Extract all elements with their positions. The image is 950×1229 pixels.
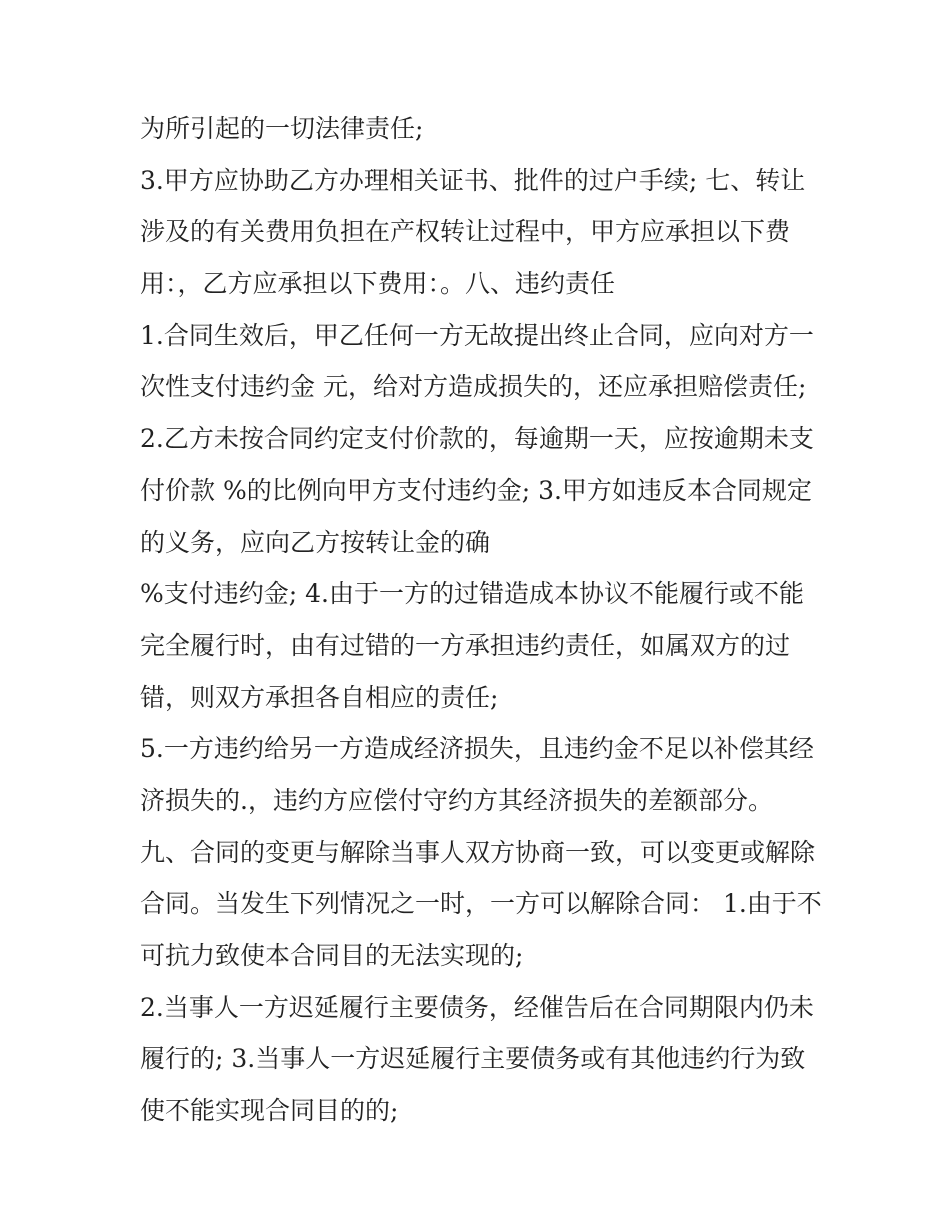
text-line: 可抗力致使本合同目的无法实现的; [140,941,524,970]
text-line: 合同。当发生下列情况之一时，一方可以解除合同： 1.由于不 [140,889,822,919]
text-line: 使不能实现合同目的的; [140,1096,399,1126]
text-line: 完全履行时，由有过错的一方承担违约责任，如属双方的过 [140,630,791,660]
text-line: 2.乙方未按合同约定支付价款的，每逾期一天，应按逾期未支 [140,424,814,454]
text-line: 3.甲方应协助乙方办理相关证书、批件的过户手续; 七、转让 [140,165,806,195]
document-body [140,103,830,1137]
text-line: 九、合同的变更与解除当事人双方协商一致，可以变更或解除 [140,837,816,867]
text-line: 为所引起的一切法律责任; [140,114,424,143]
text-line: 5.一方违约给另一方造成经济损失，且违约金不足以补偿其经 [140,734,814,764]
text-line: 1.合同生效后，甲乙任何一方无故提出终止合同，应向对方一 [140,320,814,350]
text-line: 涉及的有关费用负担在产权转让过程中，甲方应承担以下费 [140,217,791,247]
text-line: 的义务，应向乙方按转让金的确 [140,527,491,557]
text-line: 2.当事人一方迟延履行主要债务，经催告后在合同期限内仍未 [140,992,814,1022]
text-line: 付价款 %的比例向甲方支付违约金; 3.甲方如违反本合同规定 [140,475,812,505]
text-line: 用：，乙方应承担以下费用：。八、违约责任 [140,269,616,299]
text-line: %支付违约金; 4.由于一方的过错造成本协议不能履行或不能 [140,579,804,609]
text-line: 次性支付违约金 元，给对方造成损失的，还应承担赔偿责任; [140,372,807,402]
text-line: 履行的; 3.当事人一方迟延履行主要债务或有其他违约行为致 [140,1044,806,1074]
text-line: 错，则双方承担各自相应的责任; [140,682,499,712]
text-line: 济损失的.，违约方应偿付守约方其经济损失的差额部分。 [140,785,773,815]
